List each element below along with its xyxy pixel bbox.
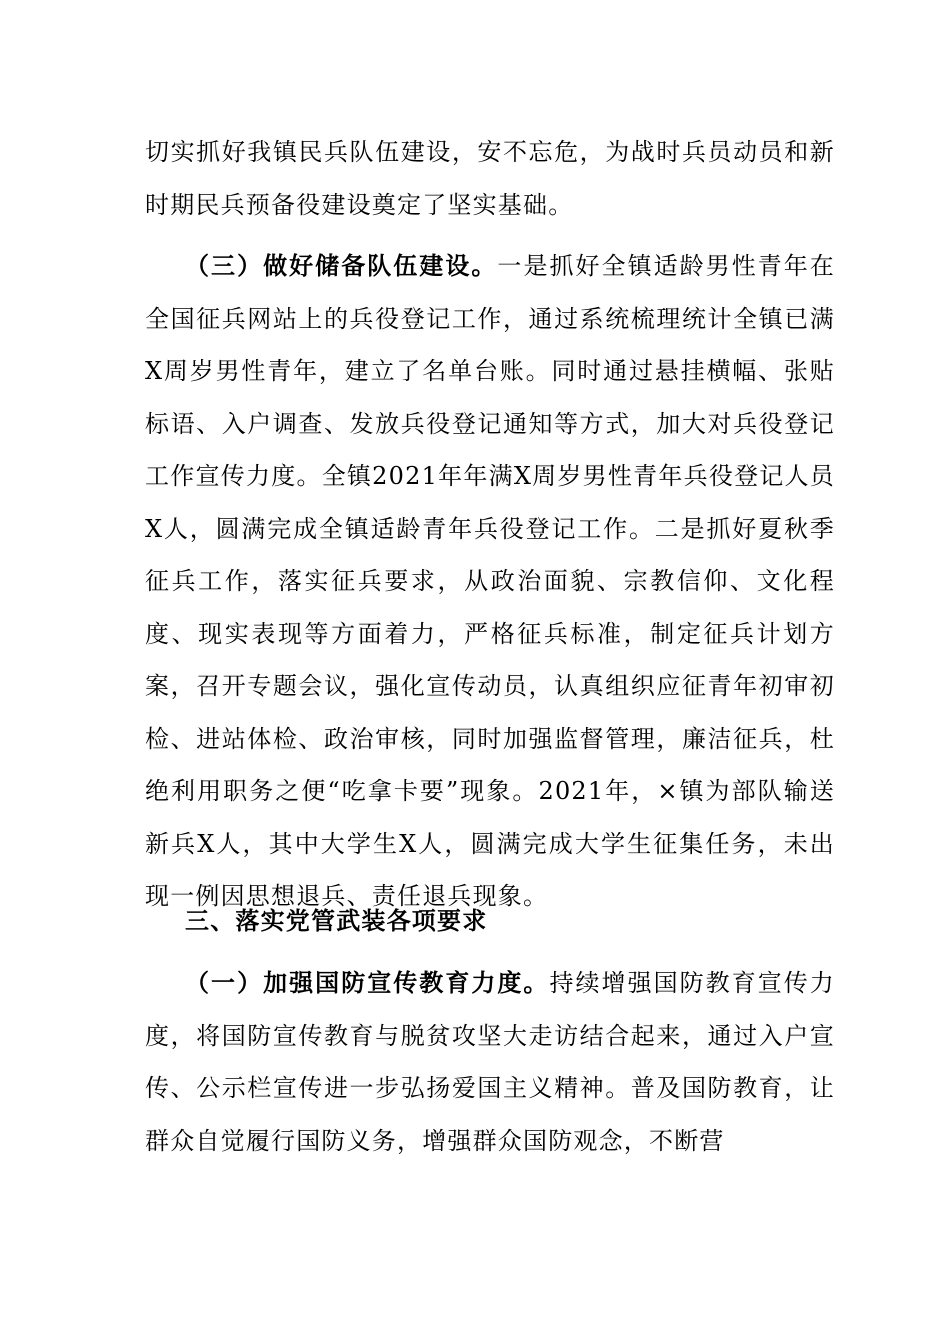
paragraph-text: 切实抓好我镇民兵队伍建设，安不忘危，为战时兵员动员和新时期民兵预备役建设奠定了坚实基础。 — [145, 138, 835, 219]
paragraph-lead-heading: （三）做好储备队伍建设。 — [185, 251, 498, 280]
paragraph-defense-education — [145, 957, 835, 1167]
paragraph-reserve-team — [145, 240, 835, 923]
paragraph-militia-construction — [145, 126, 835, 231]
paragraph-lead-heading: （一）加强国防宣传教育力度。 — [185, 968, 550, 997]
paragraph-text: 持续增强国防教育宣传力度，将国防宣传教育与脱贫攻坚大走访结合起来，通过入户宣传、公示栏宣传进一步弘扬爱国主义精神。普及国防教育，让群众自觉履行国防义务，增强群众国防观念，不断营 — [145, 969, 835, 1155]
section-heading — [145, 895, 835, 948]
section-heading-text: 三、落实党管武装各项要求 — [185, 906, 488, 935]
paragraph-text: 一是抓好全镇适龄男性青年在全国征兵网站上的兵役登记工作，通过系统梳理统计全镇已满X周岁男性青年，建立了名单台账。同时通过悬挂横幅、张贴标语、入户调查、发放兵役登记通知等方式，加大对兵役登记工作宣传力度。全镇2021年年满X周岁男性青年兵役登记人员X人，圆满完成全镇适龄青年兵役登记工作。二是抓好夏秋季征兵工作，落实征兵要求，从政治面貌、宗教信仰、文化程度、现实表现等方面着力，严格征兵标准，制定征兵计划方案，召开专题会议，强化宣传动员，认真组织应征青年初审初检、进站体检、政治审核，同时加强监督管理，廉洁征兵，杜绝利用职务之便“吃拿卡要”现象。2021年，×镇为部队输送新兵X人，其中大学生X人，圆满完成大学生征集任务，未出现一例因思想退兵、责任退兵现象。 — [145, 252, 835, 910]
